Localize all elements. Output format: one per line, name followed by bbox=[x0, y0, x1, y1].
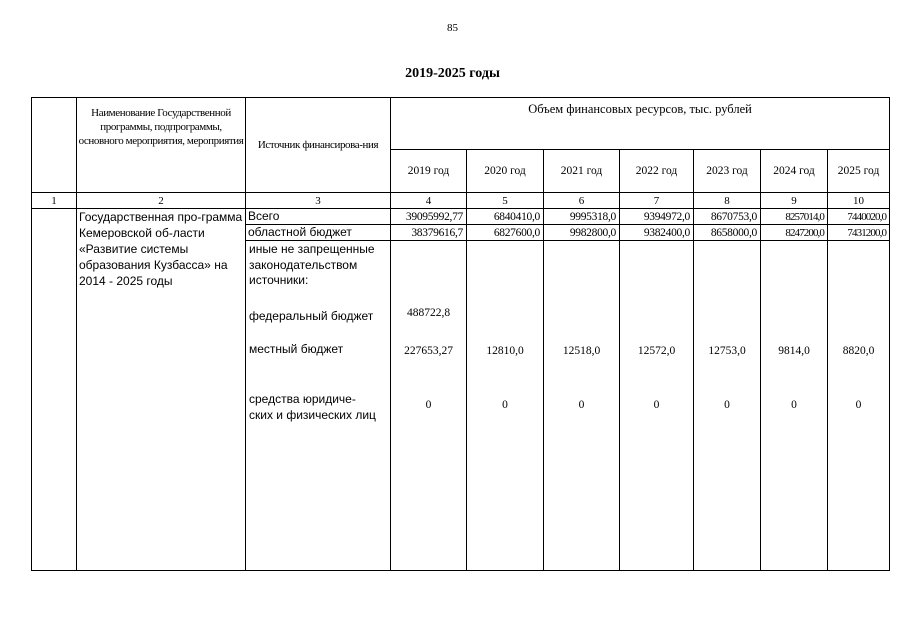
program-name: Государственная про-грамма Кемеровской об-ласти «Развитие системы образования Кузбасса» на 2014 - 2025 годы bbox=[77, 209, 246, 571]
local-value: 12572,0 bbox=[637, 345, 676, 357]
header-year: 2022 год bbox=[620, 150, 694, 193]
amount-cell: 9382400,0 bbox=[620, 225, 694, 241]
amount-cell: 39095992,77 bbox=[391, 209, 467, 225]
header-empty-cell bbox=[32, 98, 77, 193]
header-name-column: Наименование Государственной программы, подпрограммы, основного мероприятия, мероприятия bbox=[77, 98, 246, 193]
column-number: 10 bbox=[828, 193, 890, 209]
column-number: 9 bbox=[761, 193, 828, 209]
column-number: 2 bbox=[77, 193, 246, 209]
amount-cell: 8257014,0 bbox=[761, 209, 828, 225]
page-number: 85 bbox=[447, 22, 458, 34]
header-year: 2024 год bbox=[761, 150, 828, 193]
column-numbers-row bbox=[32, 193, 890, 209]
amount-cell: 7440020,0 bbox=[828, 209, 890, 225]
amount-cell: 9394972,0 bbox=[620, 209, 694, 225]
legal-value: 0 bbox=[425, 399, 432, 411]
header-source-column: Источник финансирова-ния bbox=[246, 98, 391, 193]
amount-column-2025 bbox=[828, 241, 890, 571]
amount-cell: 6827600,0 bbox=[467, 225, 544, 241]
other-sources-label: иные не запрещенные законодательством источники: bbox=[249, 242, 375, 287]
legal-value: 0 bbox=[791, 399, 797, 411]
legal-value: 0 bbox=[653, 399, 660, 411]
source-legal-label: средства юридиче-ских и физических лиц bbox=[249, 392, 376, 422]
amount-cell: 8670753,0 bbox=[694, 209, 761, 225]
legal-value: 0 bbox=[502, 399, 508, 411]
legal-value: 0 bbox=[724, 399, 730, 411]
column-number: 8 bbox=[694, 193, 761, 209]
amount-cell: 38379616,7 bbox=[391, 225, 467, 241]
header-volume: Объем финансовых ресурсов, тыс. рублей bbox=[391, 98, 890, 150]
amount-column-2021 bbox=[544, 241, 620, 571]
amount-column-2020 bbox=[467, 241, 544, 571]
financing-table bbox=[31, 97, 890, 571]
amount-column-2023 bbox=[694, 241, 761, 571]
amount-cell: 6840410,0 bbox=[467, 209, 544, 225]
column-number: 3 bbox=[246, 193, 391, 209]
header-year: 2025 год bbox=[828, 150, 890, 193]
amount-cell: 7431200,0 bbox=[828, 225, 890, 241]
local-value: 12518,0 bbox=[562, 345, 601, 357]
amount-cell: 8247200,0 bbox=[761, 225, 828, 241]
column-number: 7 bbox=[620, 193, 694, 209]
header-year: 2023 год bbox=[694, 150, 761, 193]
column-number: 4 bbox=[391, 193, 467, 209]
header-year: 2021 год bbox=[544, 150, 620, 193]
header-year: 2020 год bbox=[467, 150, 544, 193]
local-value: 12810,0 bbox=[486, 345, 524, 357]
source-local-label: местный бюджет bbox=[249, 342, 344, 356]
local-value: 12753,0 bbox=[708, 345, 746, 357]
local-value: 9814,0 bbox=[778, 345, 810, 357]
local-value: 8820,0 bbox=[842, 345, 875, 357]
column-number: 6 bbox=[544, 193, 620, 209]
legal-value: 0 bbox=[855, 399, 862, 411]
column-number: 1 bbox=[32, 193, 77, 209]
amount-column-2022 bbox=[620, 241, 694, 571]
amount-cell: 8658000,0 bbox=[694, 225, 761, 241]
source-total-label: Всего bbox=[246, 209, 391, 225]
amount-column-2019 bbox=[391, 241, 467, 571]
other-sources-cell bbox=[246, 241, 391, 571]
table-row-total bbox=[32, 209, 890, 225]
column-number: 5 bbox=[467, 193, 544, 209]
source-federal-label: федеральный бюджет bbox=[249, 309, 374, 323]
source-regional-label: областной бюджет bbox=[246, 225, 391, 241]
amount-column-2024 bbox=[761, 241, 828, 571]
document-title: 2019-2025 годы bbox=[405, 66, 500, 81]
amount-cell: 9982800,0 bbox=[544, 225, 620, 241]
legal-value: 0 bbox=[578, 399, 585, 411]
federal-value: 488722,8 bbox=[406, 307, 451, 319]
local-value: 227653,27 bbox=[404, 345, 453, 357]
row-number-cell bbox=[32, 209, 77, 571]
header-year: 2019 год bbox=[391, 150, 467, 193]
amount-cell: 9995318,0 bbox=[544, 209, 620, 225]
